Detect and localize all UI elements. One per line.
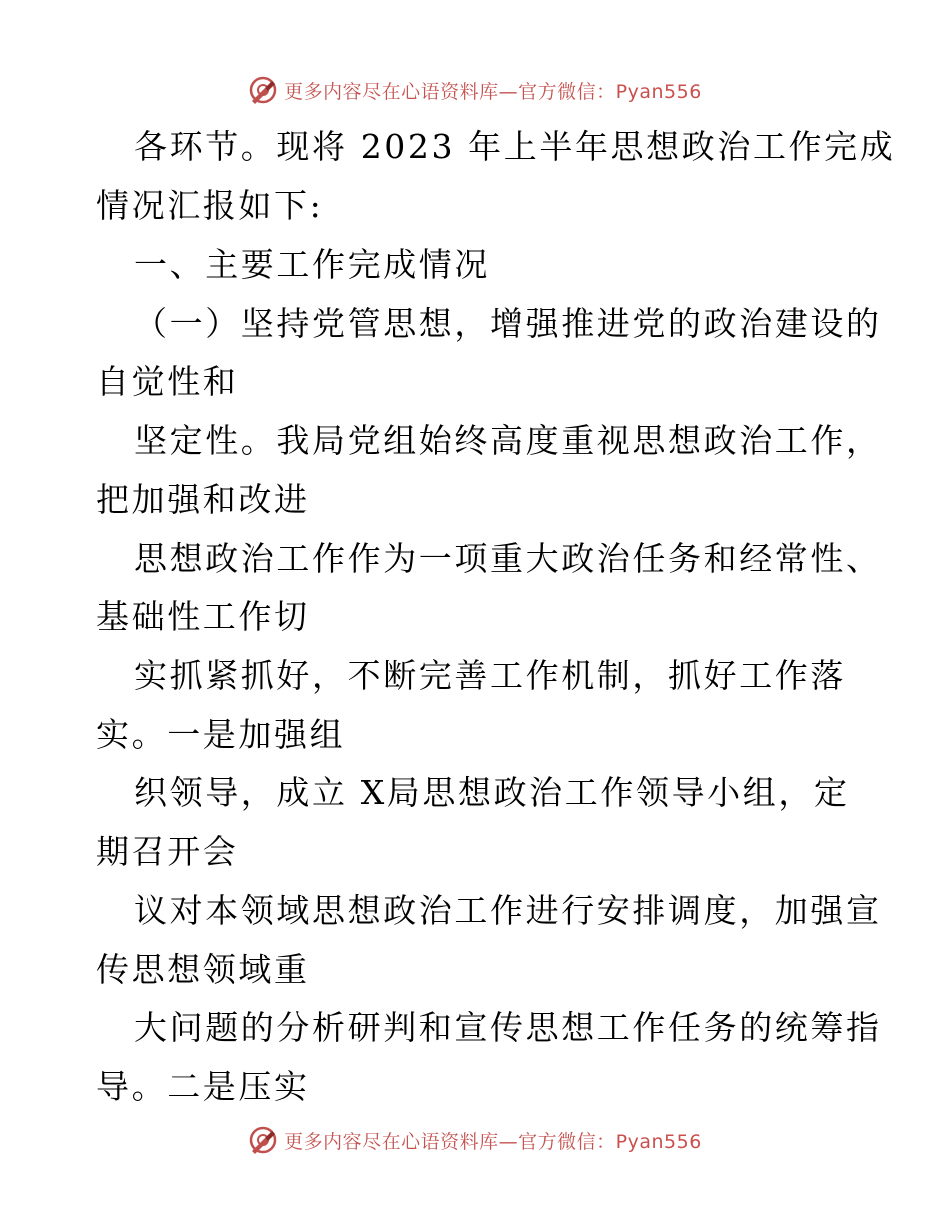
text-line: 实抓紧抓好，不断完善工作机制，抓好工作落	[134, 656, 846, 695]
pen-logo-icon	[248, 1125, 278, 1155]
footer-watermark-banner	[0, 1120, 950, 1160]
text-line: 大问题的分析研判和宣传思想工作任务的统筹指	[134, 1008, 882, 1047]
section-heading: 一、主要工作完成情况	[134, 245, 490, 284]
text-line: 坚定性。我局党组始终高度重视思想政治工作，	[134, 421, 882, 460]
footer-banner-text: 更多内容尽在心语资料库—官方微信：Pyan556	[284, 1130, 702, 1153]
header-banner-handle: Pyan556	[615, 80, 702, 103]
text-line: 把加强和改进	[96, 480, 310, 519]
text-line: 思想政治工作作为一项重大政治任务和经常性、	[134, 539, 882, 578]
text-line: 传思想领域重	[96, 950, 310, 989]
text-line: 导。二是压实	[96, 1067, 310, 1106]
text-line: 各环节。现将 2023 年上半年思想政治工作完成	[134, 127, 896, 166]
text-line: 基础性工作切	[96, 597, 310, 636]
text-line: 自觉性和	[96, 362, 239, 401]
text-line: 期召开会	[96, 832, 239, 871]
text-line: 议对本领域思想政治工作进行安排调度，加强宣	[134, 891, 882, 930]
subsection-heading: （一）坚持党管思想，增强推进党的政治建设的	[134, 304, 882, 343]
text-line: 实。一是加强组	[96, 715, 346, 754]
text-line: 情况汇报如下:	[96, 186, 324, 225]
text-line: 织领导，成立 X局思想政治工作领导小组，定	[134, 773, 850, 812]
footer-banner-handle: Pyan556	[615, 1130, 702, 1153]
header-banner-text: 更多内容尽在心语资料库—官方微信：Pyan556	[284, 80, 702, 103]
